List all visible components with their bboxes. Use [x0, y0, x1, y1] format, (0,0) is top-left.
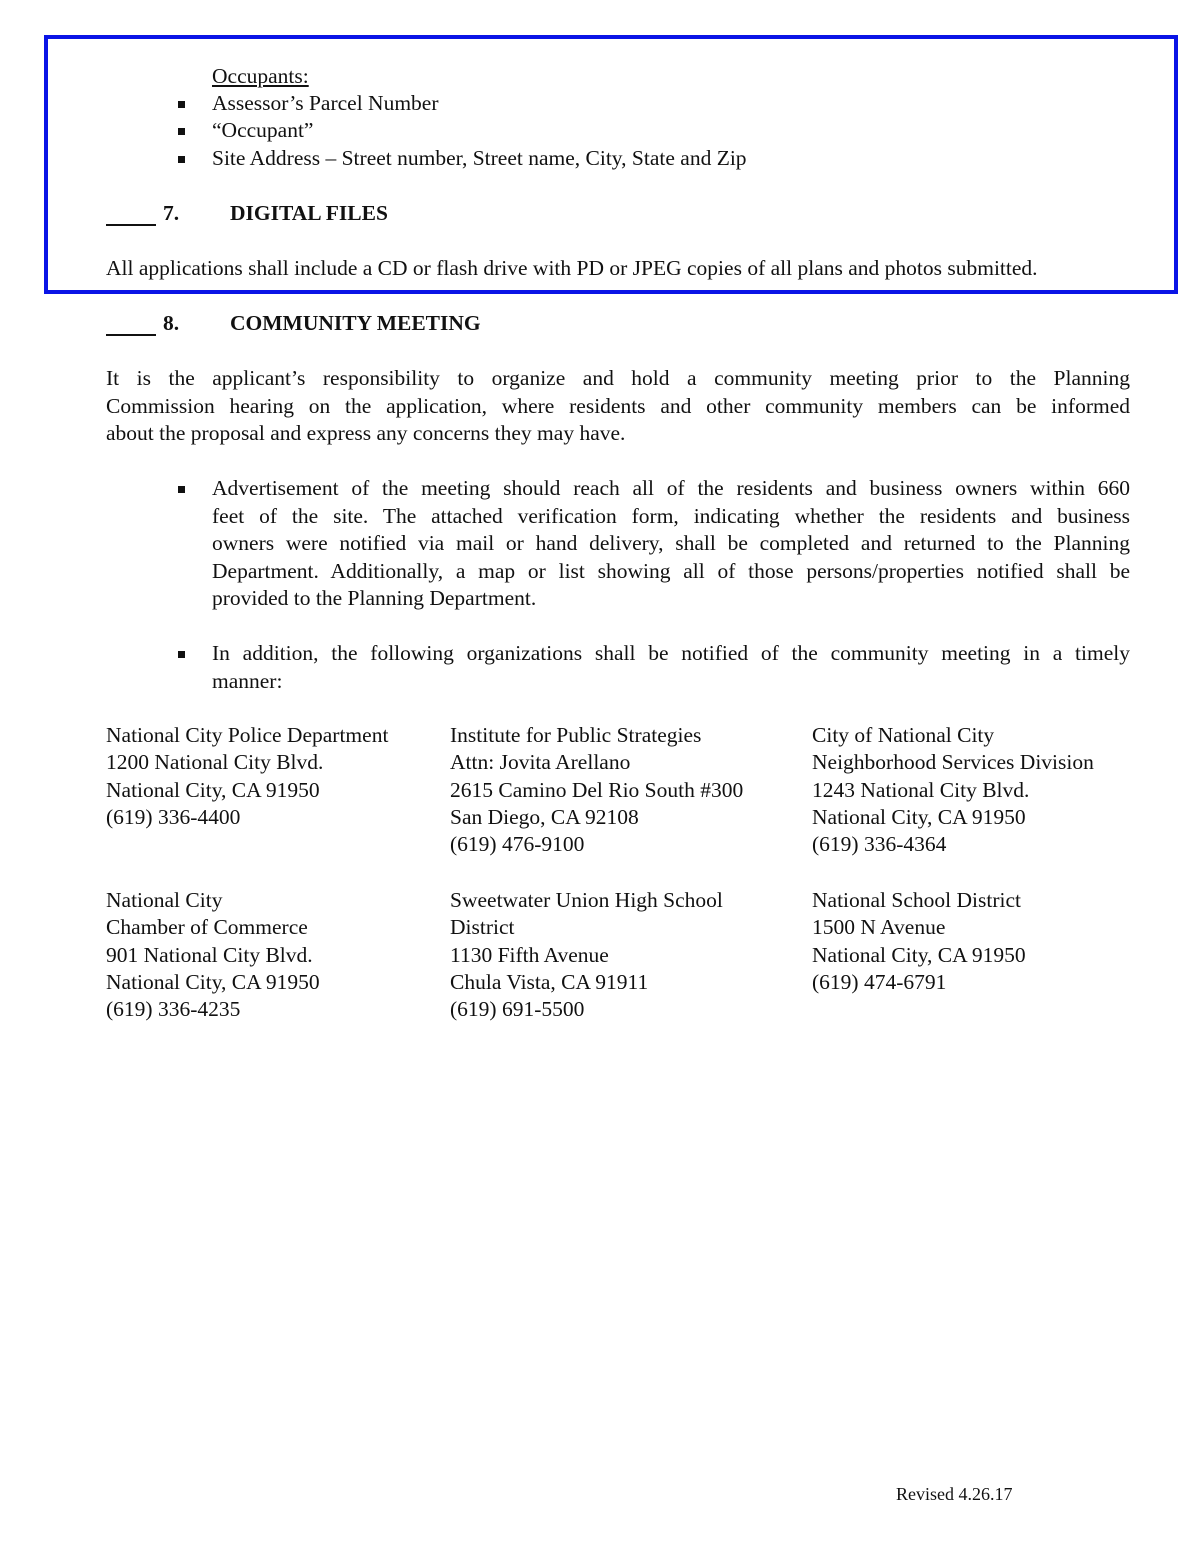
bullet-icon [178, 156, 185, 163]
bullet-line: Advertisement of the meeting should reach all of the residents and business owners within 660 [212, 476, 1130, 500]
org-name: National City Police Department [106, 723, 389, 747]
section-7-number: 7. [163, 201, 180, 225]
intro-line: Commission hearing on the application, where residents and other community members can be informed [106, 393, 1130, 418]
bullet-line: manner: [212, 668, 283, 693]
bullet-line: Department. Additionally, a map or list showing all of those persons/properties notified shall be [212, 558, 1130, 583]
bullet-line: In addition, the following organizations shall be notified of the community meeting in a timely [212, 641, 1130, 665]
bullet-line: owners were notified via mail or hand delivery, shall be completed and returned to the Planning [212, 531, 1130, 555]
org-address-line: 1500 N Avenue [812, 915, 946, 940]
org-address-line: San Diego, CA 92108 [450, 804, 639, 829]
org-name: Institute for Public Strategies [450, 723, 702, 747]
org-address-line: 2615 Camino Del Rio South #300 [450, 777, 744, 802]
org-address-line: National City, CA 91950 [812, 804, 1026, 829]
intro-line: It is the applicant’s responsibility to organize and hold a community meeting prior to the Planning [106, 366, 1130, 390]
intro-line: about the proposal and express any concerns they may have. [106, 421, 626, 445]
bullet-organizations [212, 640, 1130, 695]
org-division: Neighborhood Services Division [812, 750, 1094, 775]
org-attn: Attn: Jovita Arellano [450, 750, 631, 775]
bullet-icon [178, 651, 185, 658]
org-address-block [812, 887, 1026, 996]
section-8-intro [106, 365, 1130, 448]
org-address-block [106, 887, 320, 1023]
bullet-icon [178, 128, 185, 135]
org-address-block [450, 722, 743, 858]
section-8-number: 8. [163, 311, 180, 335]
org-address-line: National City, CA 91950 [812, 942, 1026, 967]
org-phone: (619) 476-9100 [450, 832, 585, 857]
occupants-label: Occupants: [212, 64, 309, 88]
org-address-line: 1130 Fifth Avenue [450, 942, 609, 967]
org-address-block [106, 722, 388, 831]
org-address-block [450, 887, 723, 1023]
org-phone: (619) 336-4364 [812, 832, 947, 857]
org-name-cont: District [450, 915, 515, 940]
bullet-line: feet of the site. The attached verification form, indicating whether the residents and business [212, 503, 1130, 528]
org-address-block [812, 722, 1094, 858]
org-phone: (619) 691-5500 [450, 997, 585, 1022]
org-address-line: 1200 National City Blvd. [106, 750, 324, 775]
bullet-icon [178, 101, 185, 108]
org-phone: (619) 474-6791 [812, 969, 947, 994]
bullet-advertisement [212, 475, 1130, 613]
org-address-line: Chula Vista, CA 91911 [450, 969, 649, 994]
org-name: National City [106, 888, 223, 912]
org-name: Sweetwater Union High School [450, 888, 723, 912]
org-name: City of National City [812, 723, 995, 747]
org-phone: (619) 336-4400 [106, 804, 241, 829]
occupants-item: “Occupant” [212, 118, 314, 142]
org-address-line: National City, CA 91950 [106, 777, 320, 802]
org-name: National School District [812, 888, 1021, 912]
section-7-body: All applications shall include a CD or flash drive with PD or JPEG copies of all plans and photos submitted. [106, 256, 1038, 280]
bullet-line: provided to the Planning Department. [212, 586, 537, 610]
section-8-title: COMMUNITY MEETING [230, 311, 481, 335]
revision-date: Revised 4.26.17 [896, 1484, 1013, 1504]
section-7-title: DIGITAL FILES [230, 201, 388, 225]
org-address-line: 1243 National City Blvd. [812, 777, 1030, 802]
occupants-item: Assessor’s Parcel Number [212, 91, 439, 115]
checklist-blank-7[interactable] [106, 224, 156, 226]
org-phone: (619) 336-4235 [106, 997, 241, 1022]
org-name-cont: Chamber of Commerce [106, 915, 308, 940]
occupants-item: Site Address – Street number, Street name, City, State and Zip [212, 146, 747, 170]
org-address-line: National City, CA 91950 [106, 969, 320, 994]
org-address-line: 901 National City Blvd. [106, 942, 313, 967]
checklist-blank-8[interactable] [106, 334, 156, 336]
bullet-icon [178, 486, 185, 493]
